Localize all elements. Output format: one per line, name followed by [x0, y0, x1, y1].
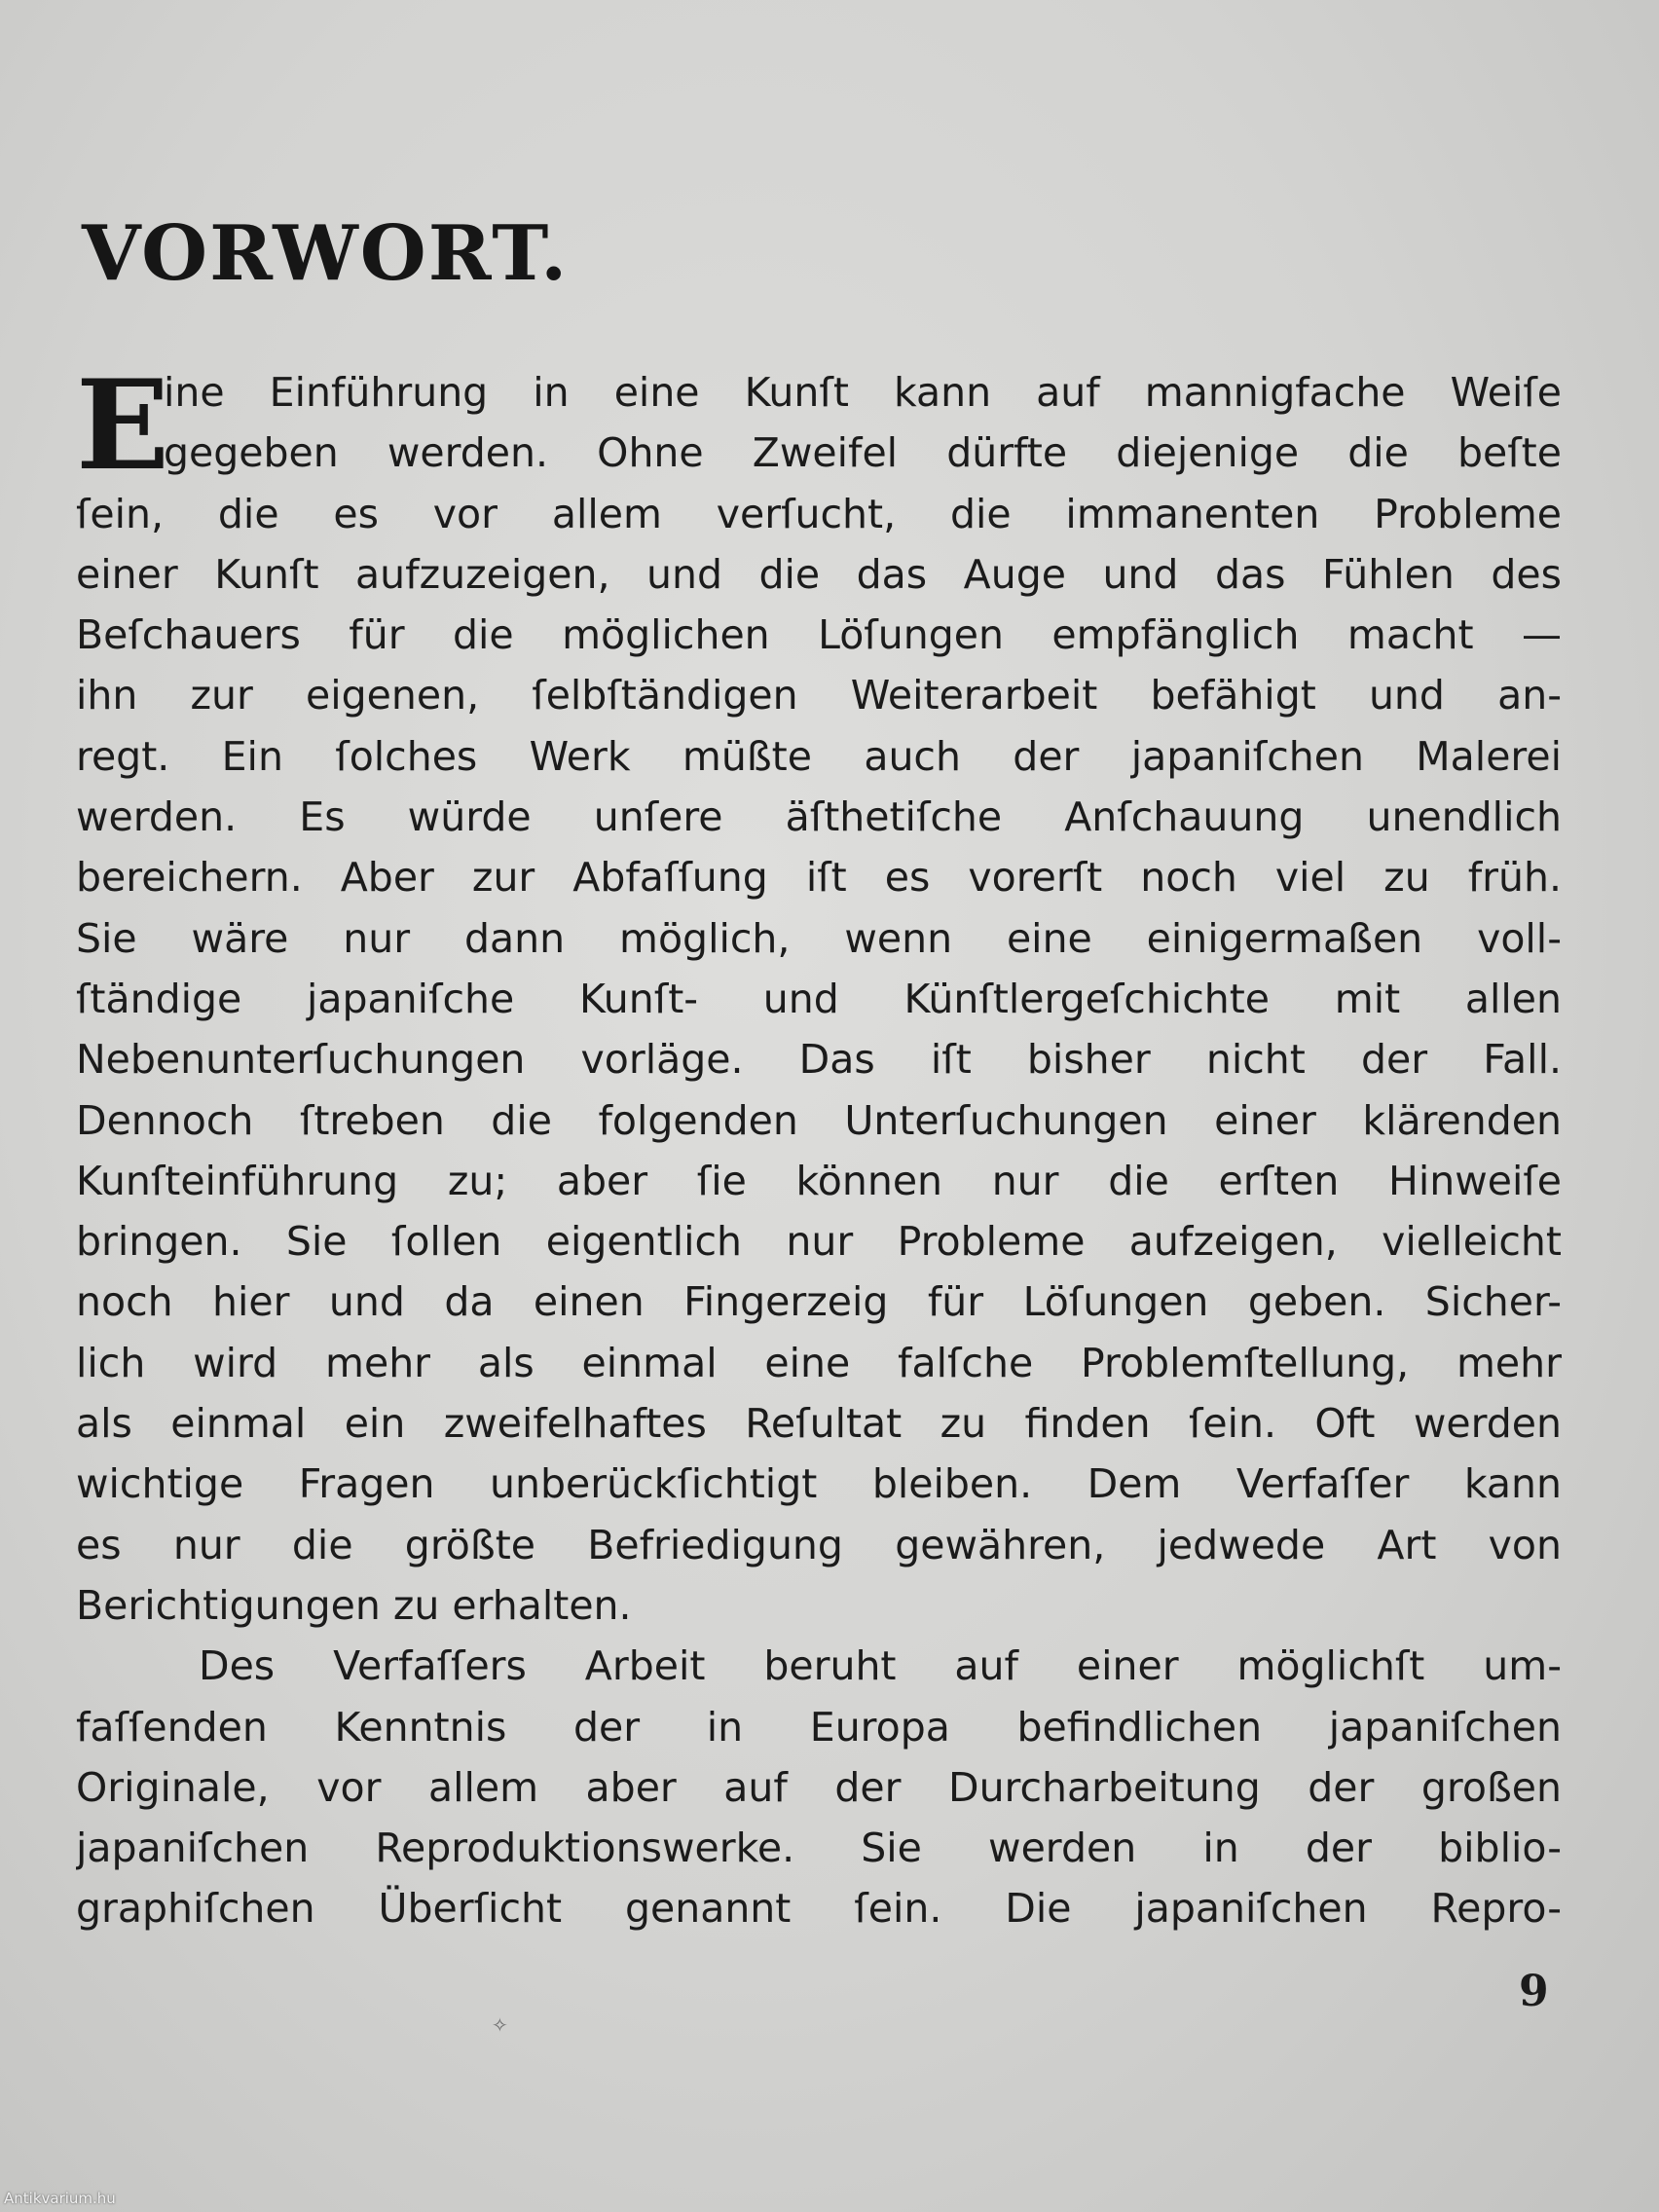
- text-line: Beſchauers für die möglichen Löſungen empfänglich macht —: [76, 611, 1562, 659]
- preface-text: [76, 353, 1562, 1939]
- text-line: Kunſteinführung zu; aber ſie können nur die erſten Hinweiſe: [76, 1157, 1562, 1204]
- text-line: Originale, vor allem aber auf der Durcharbeitung der großen: [76, 1763, 1562, 1811]
- text-line: faſſenden Kenntnis der in Europa befindlichen japaniſchen: [76, 1703, 1562, 1751]
- text-line: graphiſchen Überſicht genannt ſein. Die japaniſchen Repro-: [76, 1885, 1562, 1933]
- watermark: Antikvarium.hu: [4, 2190, 116, 2207]
- text-line: bereichern. Aber zur Abfaſſung iſt es vorerſt noch viel zu früh.: [76, 854, 1562, 902]
- text-line: japaniſchen Reproduktionswerke. Sie werden in der biblio-: [76, 1825, 1562, 1872]
- text-line: ine Einführung in eine Kunſt kann auf mannigfache Weiſe: [164, 369, 1562, 416]
- text-line: es nur die größte Befriedigung gewähren, jedwede Art von: [76, 1521, 1562, 1568]
- drop-cap: E: [76, 353, 170, 498]
- text-line: einer Kunſt aufzuzeigen, und die das Auge und das Fühlen des: [76, 550, 1562, 598]
- text-line: Dennoch ſtreben die folgenden Unterſuchungen einer klärenden: [76, 1096, 1562, 1144]
- text-line: noch hier und da einen Fingerzeig für Löſungen geben. Sicher-: [76, 1278, 1562, 1326]
- text-line: bringen. Sie ſollen eigentlich nur Probleme aufzeigen, vielleicht: [76, 1218, 1562, 1266]
- text-line: werden. Es würde unſere äſthetiſche Anſchauung unendlich: [76, 793, 1562, 841]
- text-line: ſein, die es vor allem verſucht, die immanenten Probleme: [76, 490, 1562, 537]
- text-line: gegeben werden. Ohne Zweifel dürfte diejenige die beſte: [164, 429, 1562, 477]
- text-line: wichtige Fragen unberückſichtigt bleiben. Dem Verfaſſer kann: [76, 1460, 1562, 1508]
- text-line: ihn zur eigenen, ſelbſtändigen Weiterarbeit befähigt und an-: [76, 672, 1562, 719]
- text-line: als einmal ein zweifelhaftes Reſultat zu finden ſein. Oft werden: [76, 1400, 1562, 1448]
- page-number: 9: [1519, 1967, 1549, 2016]
- text-line: ſtändige japaniſche Kunſt- und Künſtlergeſchichte mit allen: [76, 975, 1562, 1022]
- text-line: regt. Ein ſolches Werk müßte auch der japaniſchen Malerei: [76, 732, 1562, 780]
- text-line: Nebenunterſuchungen vorläge. Das iſt bisher nicht der Fall.: [76, 1036, 1562, 1084]
- ink-smudge-mark: ✧: [492, 2013, 508, 2037]
- text-line: Sie wäre nur dann möglich, wenn eine einigermaßen voll-: [76, 914, 1562, 962]
- text-line: lich wird mehr als einmal eine falſche Problemſtellung, mehr: [76, 1339, 1562, 1386]
- text-line: Berichtigungen zu erhalten.: [76, 1581, 632, 1629]
- text-line: Des Verfaſſers Arbeit beruht auf einer möglichſt um-: [199, 1642, 1562, 1690]
- page-title: VORWORT.: [82, 209, 570, 298]
